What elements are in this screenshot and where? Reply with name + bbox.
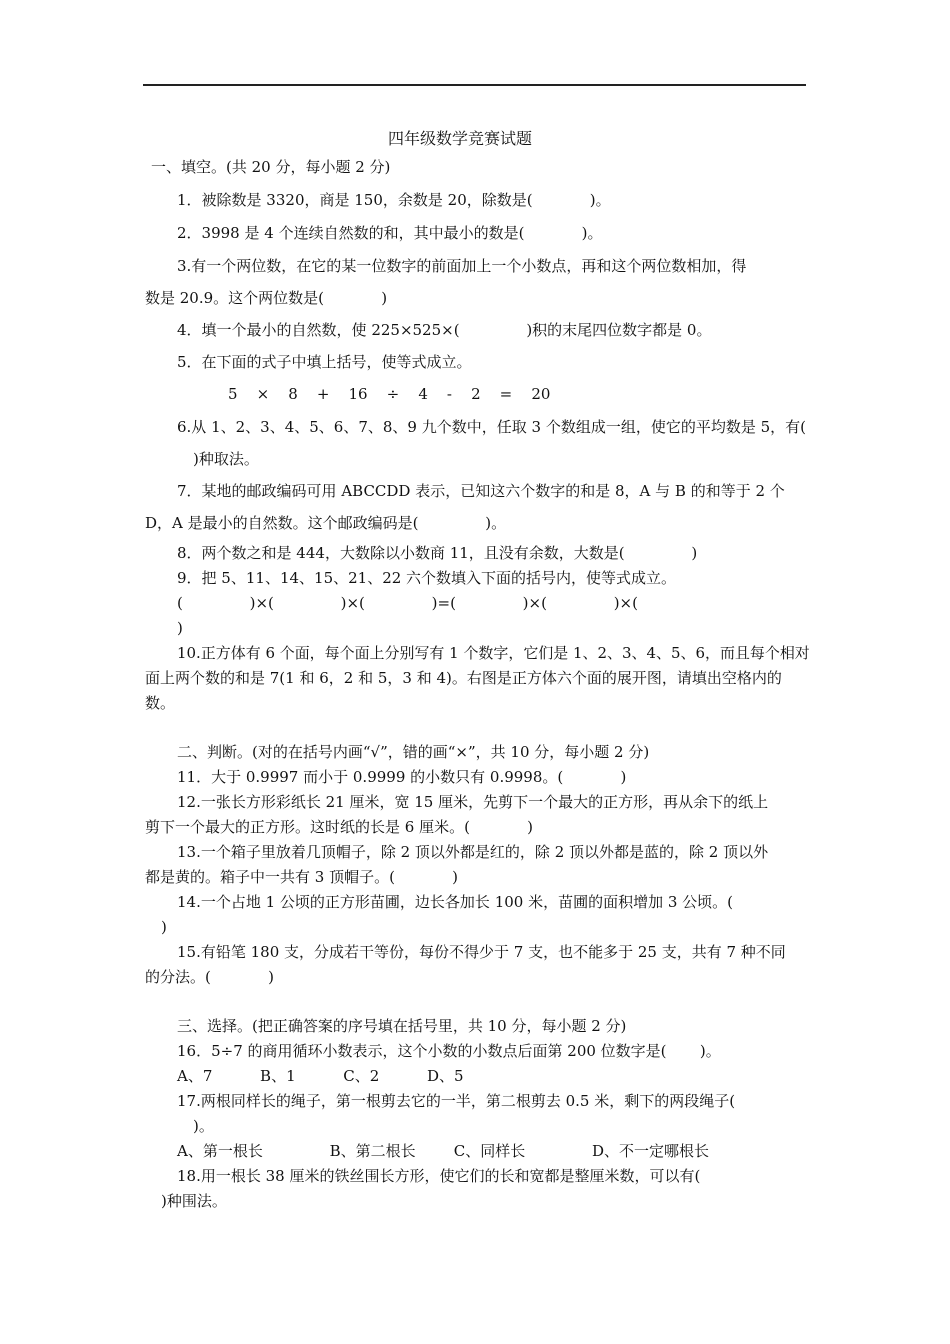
- question-10-line-3: 数。: [145, 694, 176, 712]
- question-6-line-1: 6.从 1、2、3、4、5、6、7、8、9 九个数中，任取 3 个数组成一组，使它的平均数是 5，有(: [177, 418, 806, 436]
- question-2: 2．3998 是 4 个连续自然数的和，其中最小的数是( )。: [177, 224, 603, 242]
- question-17-options: A、第一根长 B、第二根长 C、同样长 D、不一定哪根长: [177, 1142, 710, 1160]
- question-15-line-2: 的分法。( ): [145, 968, 274, 986]
- question-16-options: A、7 B、1 C、2 D、5: [177, 1067, 464, 1085]
- question-8: 8．两个数之和是 444，大数除以小数商 11，且没有余数，大数是( ): [177, 544, 698, 562]
- question-3-line-1: 3.有一个两位数，在它的某一位数字的前面加上一个小数点，再和这个两位数相加，得: [177, 257, 747, 275]
- question-15-line-1: 15.有铅笔 180 支，分成若干等份，每份不得少于 7 支，也不能多于 25 支，共有 7 种不同: [177, 943, 786, 961]
- question-14-line-2: ): [161, 918, 167, 936]
- question-4: 4．填一个最小的自然数，使 225×525×( )积的末尾四位数字都是 0。: [177, 321, 712, 339]
- question-6-line-2: )种取法。: [193, 450, 259, 468]
- question-18-line-1: 18.用一根长 38 厘米的铁丝围长方形，使它们的长和宽都是整厘米数，可以有(: [177, 1167, 701, 1185]
- question-13-line-2: 都是黄的。箱子中一共有 3 顶帽子。( ): [145, 868, 459, 886]
- section-3-heading: 三、选择。(把正确答案的序号填在括号里，共 10 分，每小题 2 分): [177, 1017, 627, 1035]
- question-10-line-2: 面上两个数的和是 7(1 和 6，2 和 5，3 和 4)。右图是正方体六个面的展开图，请填出空格内的: [145, 669, 782, 687]
- question-14-line-1: 14.一个占地 1 公顷的正方形苗圃，边长各加长 100 米，苗圃的面积增加 3 公顷。(: [177, 893, 734, 911]
- question-18-line-2: )种围法。: [161, 1192, 227, 1210]
- question-17-line-1: 17.两根同样长的绳子，第一根剪去它的一半，第二根剪去 0.5 米，剩下的两段绳子(: [177, 1092, 736, 1110]
- question-5: 5．在下面的式子中填上括号，使等式成立。: [177, 353, 472, 371]
- question-12-line-1: 12.一张长方形彩纸长 21 厘米，宽 15 厘米，先剪下一个最大的正方形，再从余下的纸上: [177, 793, 769, 811]
- question-17-line-2: )。: [193, 1117, 214, 1135]
- section-2-heading: 二、判断。(对的在括号内画“√”，错的画“×”，共 10 分，每小题 2 分): [177, 743, 650, 761]
- header-rule: [143, 84, 806, 86]
- question-5-expression: 5 × 8 + 16 ÷ 4 - 2 = 20: [228, 385, 551, 403]
- page-title: 四年级数学竞赛试题: [388, 129, 533, 148]
- question-16: 16．5÷7 的商用循环小数表示，这个小数的小数点后面第 200 位数字是( )。: [177, 1042, 721, 1060]
- question-10-line-1: 10.正方体有 6 个面，每个面上分别写有 1 个数字，它们是 1、2、3、4、5、6，而且每个相对: [177, 644, 810, 662]
- question-9: 9．把 5、11、14、15、21、22 六个数填入下面的括号内，使等式成立。: [177, 569, 677, 587]
- question-11: 11．大于 0.9997 而小于 0.9999 的小数只有 0.9998。( ): [177, 768, 627, 786]
- question-7-line-2: D，A 是最小的自然数。这个邮政编码是( )。: [145, 514, 507, 532]
- question-1: 1．被除数是 3320，商是 150，余数是 20，除数是( )。: [177, 191, 611, 209]
- question-3-line-2: 数是 20.9。这个两位数是( ): [145, 289, 388, 307]
- question-7-line-1: 7．某地的邮政编码可用 ABCCDD 表示，已知这六个数字的和是 8，A 与 B 的和等于 2 个: [177, 482, 785, 500]
- question-9-expression-line-1: ( )×( )×( )=( )×( )×(: [177, 594, 638, 612]
- question-13-line-1: 13.一个箱子里放着几顶帽子，除 2 顶以外都是红的，除 2 顶以外都是蓝的，除 2 顶以外: [177, 843, 769, 861]
- question-9-expression-line-2: ): [177, 619, 183, 637]
- section-1-heading: 一、填空。(共 20 分，每小题 2 分): [151, 158, 391, 176]
- question-12-line-2: 剪下一个最大的正方形。这时纸的长是 6 厘米。( ): [145, 818, 534, 836]
